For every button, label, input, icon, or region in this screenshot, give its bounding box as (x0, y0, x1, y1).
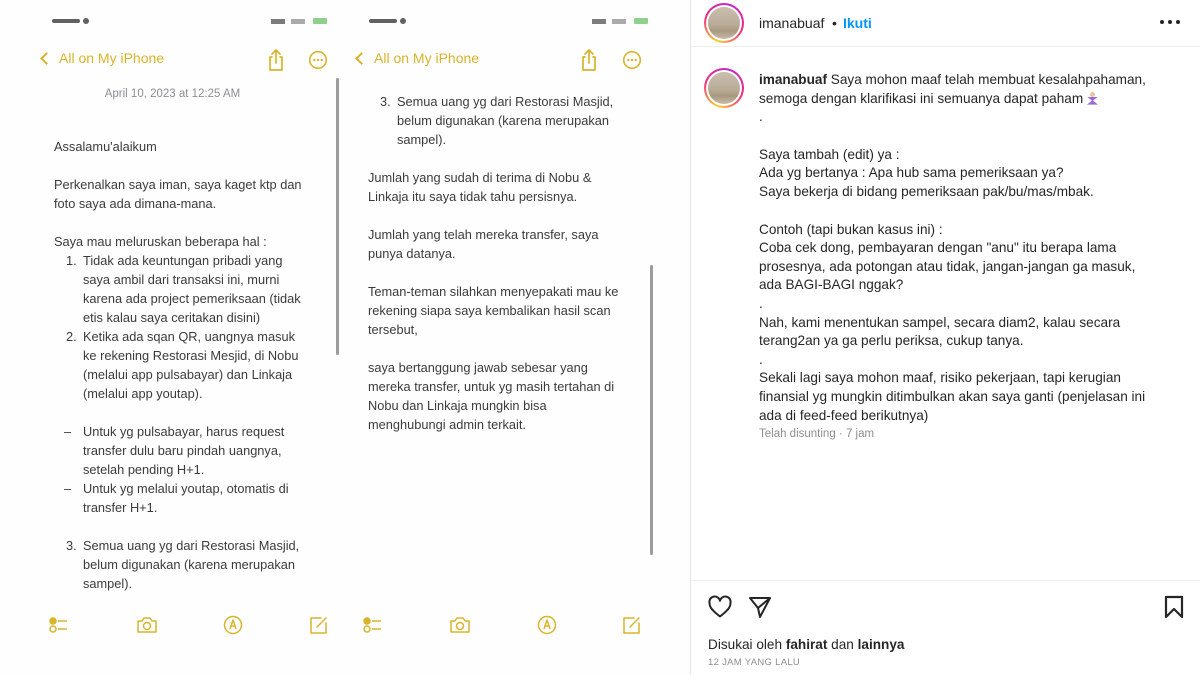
note-text-line: ke rekening Restorasi Mesjid, di Nobu (83, 348, 299, 363)
compose-button[interactable] (621, 614, 643, 636)
caption-text: Saya mohon maaf telah membuat kesalahpahaman, (830, 72, 1146, 87)
note-text-line: rekening siapa saya kembalikan hasil scan (368, 303, 611, 318)
share-button[interactable] (747, 594, 773, 620)
note-text-line: etis kalau saya ceritakan disini) (83, 310, 261, 325)
status-indicators (592, 18, 648, 25)
note-text-line: Untuk yg pulsabayar, harus request (83, 424, 285, 439)
notes-nav-bar (0, 48, 345, 74)
note-text-line: mereka transfer, untuk yg masih tertahan di (368, 379, 615, 394)
caption-dot: . (759, 109, 763, 125)
caption-dot: . (759, 295, 763, 311)
back-button[interactable] (357, 50, 479, 66)
list-number: 2. (66, 329, 77, 344)
battery-icon (634, 18, 648, 24)
caption-text: Contoh (tapi bukan kasus ini) : (759, 221, 943, 237)
caption-text: prosesnya, ada potongan atau tidak, jangan-jangan ga masuk, (759, 258, 1136, 274)
share-paper-plane-icon (747, 594, 773, 620)
back-button[interactable] (42, 50, 164, 66)
more-circle-icon (307, 48, 329, 72)
likes-prefix: Disukai oleh (708, 637, 783, 652)
signal-icon (592, 19, 606, 24)
network-icon (612, 19, 626, 24)
post-timestamp: 12 JAM YANG LALU (708, 657, 801, 668)
list-number: 3. (66, 538, 77, 553)
note-greeting: Assalamu'alaikum (54, 139, 157, 154)
notes-toolbar (0, 614, 345, 638)
more-circle-icon (621, 48, 643, 72)
note-text-line: saya ambil dari transaksi ini, murni (83, 272, 280, 287)
caption-text: ada BAGI-BAGI nggak? (759, 277, 904, 293)
likes-others-link[interactable]: lainnya (857, 637, 905, 652)
share-button[interactable] (265, 48, 287, 72)
status-indicators (271, 18, 327, 25)
numbered-list-item (54, 536, 334, 593)
back-label: All on My iPhone (374, 50, 480, 66)
status-time (52, 16, 92, 24)
note-text-line: transfer H+1. (83, 500, 158, 515)
status-time (369, 16, 409, 24)
edited-timestamp: Telah disunting · 7 jam (759, 428, 875, 440)
more-button[interactable] (621, 48, 643, 72)
caption-text: Ada yg bertanya : Apa hub sama pemeriksaan ya? (759, 165, 1064, 181)
likes-connector: dan (831, 637, 854, 652)
caption-text: ada di feed-feed berikutnya) (759, 407, 929, 423)
bookmark-icon (1161, 594, 1187, 620)
numbered-list-item (54, 251, 334, 327)
numbered-list-item (368, 92, 668, 149)
markup-pen-icon (222, 614, 244, 636)
note-body[interactable] (368, 92, 668, 434)
avatar[interactable] (704, 3, 744, 43)
note-text-line: Semua uang yg dari Restorasi Masjid, (83, 538, 300, 553)
chevron-left-icon (355, 52, 368, 65)
scrollbar[interactable] (650, 265, 653, 555)
camera-icon (449, 614, 471, 636)
note-text-line: setelah pending H+1. (83, 462, 205, 477)
note-text-line: saya bertanggung jawab sebesar yang (368, 360, 588, 375)
note-text-line: Jumlah yang telah mereka transfer, saya (368, 227, 599, 242)
note-text-line: Ketika ada sqan QR, uangnya masuk (83, 329, 295, 344)
numbered-list-item (54, 327, 334, 403)
note-text-line: Nobu dan Linkaja mungkin bisa (368, 398, 547, 413)
caption-text: Saya bekerja di bidang pemeriksaan pak/bu/mas/mbak. (759, 183, 1094, 199)
caption-dot: . (759, 351, 763, 367)
caption-text: Coba cek dong, pembayaran dengan "anu" itu berapa lama (759, 240, 1117, 256)
network-icon (291, 19, 305, 24)
dash-list-item (54, 479, 334, 517)
note-text-line: Semua uang yg dari Restorasi Masjid, (397, 94, 614, 109)
compose-icon (621, 614, 643, 636)
like-button[interactable] (707, 594, 733, 620)
note-text-line: (melalui app youtap). (83, 386, 203, 401)
checklist-icon (48, 614, 70, 636)
more-horizontal-icon (1160, 20, 1164, 24)
back-label: All on My iPhone (59, 50, 165, 66)
note-text-line: punya datanya. (368, 246, 456, 261)
notes-nav-bar (345, 48, 690, 74)
post-caption (759, 71, 1179, 425)
more-options-button[interactable] (1160, 12, 1180, 32)
dash-bullet: – (64, 481, 72, 496)
avatar-image (708, 72, 740, 104)
caption-text: Sekali lagi saya mohon maaf, risiko pekerjaan, tapi kerugian (759, 370, 1121, 386)
signal-icon (271, 19, 285, 24)
separator-dot: • (832, 15, 837, 31)
chevron-left-icon (40, 52, 53, 65)
note-text-line: Tidak ada keuntungan pribadi yang (83, 253, 283, 268)
note-text-line: Jumlah yang sudah di terima di Nobu & (368, 170, 592, 185)
notes-screenshot-right (345, 0, 690, 675)
checklist-button[interactable] (362, 614, 384, 636)
status-bar (0, 16, 345, 28)
share-icon (578, 48, 600, 72)
caption-text: Nah, kami menentukan sampel, secara diam2, kalau secara (759, 314, 1121, 330)
instagram-post-panel (690, 0, 1200, 675)
markup-button[interactable] (536, 614, 558, 636)
heart-icon (707, 594, 733, 620)
share-button[interactable] (578, 48, 600, 72)
note-text-line: Saya mau meluruskan beberapa hal : (54, 234, 267, 249)
avatar-image (708, 7, 740, 39)
more-button[interactable] (307, 48, 329, 72)
note-body[interactable] (54, 137, 334, 593)
note-text-line: Perkenalkan saya iman, saya kaget ktp dan (54, 177, 302, 192)
note-text-line: (melalui app pulsabayar) dan Linkaja (83, 367, 293, 382)
battery-icon (313, 18, 327, 24)
checklist-icon (362, 614, 384, 636)
note-text-line: belum digunakan (karena merupakan (397, 113, 609, 128)
compose-button[interactable] (308, 614, 330, 636)
list-number: 1. (66, 253, 77, 268)
note-text-line: belum digunakan (karena merupakan (83, 557, 295, 572)
liker-username[interactable]: fahirat (785, 637, 828, 652)
note-text-line: foto saya ada dimana-mana. (54, 196, 217, 211)
likes-summary (708, 637, 904, 652)
notes-screenshot-left (0, 0, 345, 675)
note-text-line: karena ada project pemeriksaan (tidak (83, 291, 301, 306)
note-text-line: sampel). (83, 576, 133, 591)
camera-button[interactable] (136, 614, 158, 636)
markup-button[interactable] (222, 614, 244, 636)
follow-button[interactable]: Ikuti (843, 15, 872, 31)
caption-text: Saya tambah (edit) ya : (759, 146, 900, 162)
note-text-line: Linkaja itu saya tidak tahu persisnya. (368, 189, 578, 204)
caption-text: terang2an ya ga perlu periksa, cukup tanya. (759, 333, 1024, 349)
caption-username[interactable]: imanabuaf (759, 72, 827, 87)
markup-pen-icon (536, 614, 558, 636)
username[interactable]: imanabuaf (759, 15, 825, 31)
save-button[interactable] (1161, 594, 1187, 620)
note-date: April 10, 2023 at 12:25 AM (104, 88, 241, 100)
list-number: 3. (380, 94, 391, 109)
post-header (691, 0, 1200, 47)
caption-text: semoga dengan klarifikasi ini semuanya dapat paham (759, 90, 1084, 106)
note-text-line: Untuk yg melalui youtap, otomatis di (83, 481, 289, 496)
dash-list-item (54, 422, 334, 479)
caption-avatar[interactable] (704, 68, 744, 108)
camera-button[interactable] (449, 614, 471, 636)
camera-icon (136, 614, 158, 636)
compose-icon (308, 614, 330, 636)
note-text-line: menghubungi admin terkait. (368, 417, 526, 432)
note-text-line: Teman-teman silahkan menyepakati mau ke (368, 284, 619, 299)
person-bowing-emoji-icon (1087, 92, 1098, 105)
note-text-line: transfer dulu baru pindah uangnya, (83, 443, 282, 458)
share-icon (265, 48, 287, 72)
dash-bullet: – (64, 424, 72, 439)
note-text-line: sampel). (397, 132, 447, 147)
status-bar (345, 16, 690, 28)
divider (691, 580, 1200, 581)
caption-text: finansial yg mungkin ditimbulkan akan saya ganti (penjelasan ini (759, 388, 1146, 404)
note-text-line: tersebut, (368, 322, 418, 337)
scrollbar[interactable] (336, 78, 339, 355)
notes-toolbar (345, 614, 690, 638)
checklist-button[interactable] (48, 614, 70, 636)
